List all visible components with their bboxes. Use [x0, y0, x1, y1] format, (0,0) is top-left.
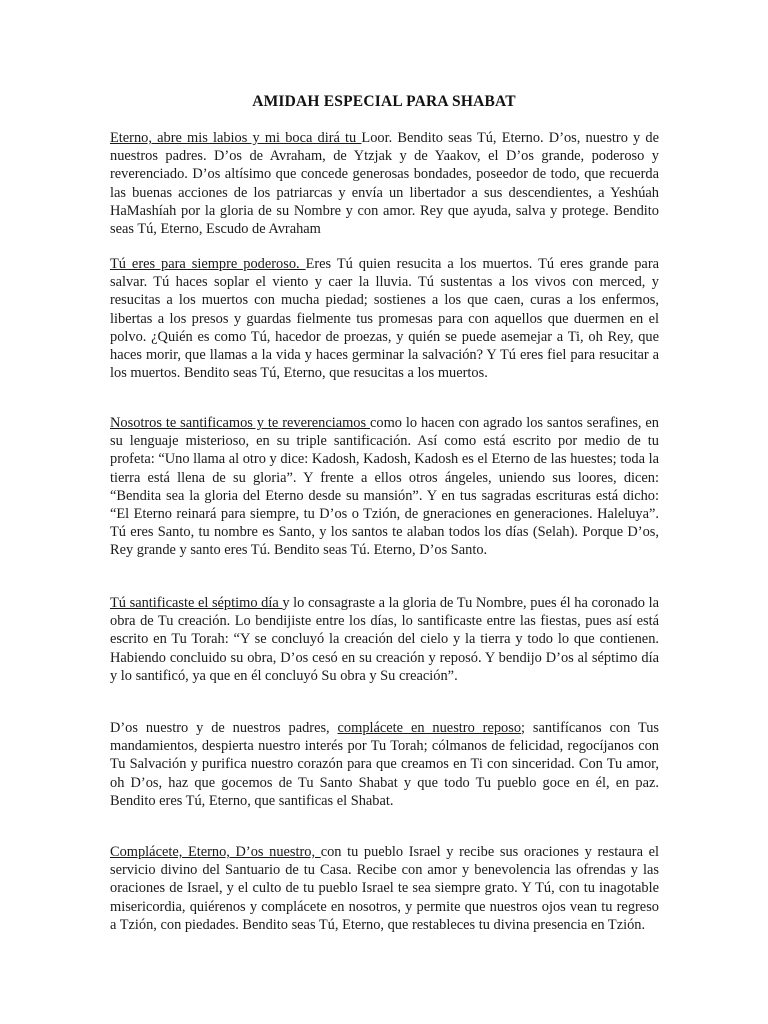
paragraph-1-lead: Eterno, abre mis labios y mi boca dirá tu: [110, 130, 362, 146]
paragraph-2-body: Eres Tú quien resucita a los muertos. Tú eres grande para salvar. Tú haces soplar el viento y caer la lluvia. Tú sustentas a los vivos con merced, y resucitas a los muertos con mucha piedad; sostienes a los que caen, curas a los enfermos, libertas a los presos y guardas fielmente tus promesas para con aquellos que duermen en el polvo. ¿Quién es como Tú, hacedor de proezas, y quién se puede asemejar a Ti, oh Rey, que haces morir, que llamas a la vida y haces germinar la salvación? Y Tú eres fiel para resucitar a los muertos. Bendito seas Tú, Eterno, que resucitas a los muertos.: [110, 256, 659, 382]
paragraph-5-pre: D’os nuestro y de nuestros padres,: [110, 720, 338, 736]
paragraph-6: [110, 843, 659, 934]
paragraph-5: [110, 719, 659, 810]
page-title: AMIDAH ESPECIAL PARA SHABAT: [252, 93, 516, 110]
paragraph-4-body: y lo consagraste a la gloria de Tu Nombre, pues él ha coronado la obra de Tu creación. Lo bendijiste entre los días, lo santificaste entre las fiestas, pues así está escrito en Tu Torah: “Y se concluyó la creación del cielo y la tierra y todo lo que contienen. Habiendo concluido su obra, D’os cesó en su creación y reposó. Y bendijo D’os al séptimo día y lo santificó, ya que en él concluyó Su obra y Su creación”.: [110, 595, 659, 684]
paragraph-3-lead: Nosotros te santificamos y te reverenciamos: [110, 415, 371, 431]
paragraph-2: [110, 255, 659, 382]
paragraph-1: [110, 129, 659, 238]
paragraph-5-lead: complácete en nuestro reposo: [337, 720, 522, 736]
paragraph-4: [110, 594, 659, 685]
paragraph-3-body: como lo hacen con agrado los santos serafines, en su lenguaje misterioso, en su triple santificación. Así como está escrito por medio de tu profeta: “Uno llama al otro y dice: Kadosh, Kadosh, Kadosh es el Eterno de las huestes; toda la tierra está llena de su gloria”. Y frente a ellos otros ángeles, uniendo sus loores, dicen: “Bendita sea la gloria del Eterno desde su mansión”. Y en tus sagradas escrituras está dicho: “El Eterno reinará para siempre, tu D’os o Tzión, de gneraciones en generaciones. Haleluya”. Tú eres Santo, tu nombre es Santo, y los santos te alaban todos los días (Selah). Porque D’os, Rey grande y santo eres Tú. Bendito seas Tú. Eterno, D’os Santo.: [110, 415, 659, 559]
paragraph-3: [110, 414, 659, 560]
paragraph-2-lead: Tú eres para siempre poderoso.: [110, 256, 306, 272]
paragraph-4-lead: Tú santificaste el séptimo día: [110, 595, 283, 611]
paragraph-6-body: con tu pueblo Israel y recibe sus oraciones y restaura el servicio divino del Santuario de tu Casa. Recibe con amor y benevolencia las ofrendas y las oraciones de Israel, y el culto de tu pueblo Israel te sea siempre grato. Y Tú, con tu inagotable misericordia, quiérenos y complácete en nosotros, y permite que nuestros ojos vean tu regreso a Tzión, con piedades. Bendito seas Tú, Eterno, que restableces tu divina presencia en Tzión.: [110, 844, 659, 933]
paragraph-5-body: ; santifícanos con Tus mandamientos, despierta nuestro interés por Tu Torah; cólmanos de felicidad, regocíjanos con Tu Salvación y purifica nuestro corazón para que creamos en Ti con sinceridad. Con Tu amor, oh D’os, haz que gocemos de Tu Santo Shabat y que todo Tu pueblo goce en él, en paz. Bendito eres Tú, Eterno, que santificas el Shabat.: [110, 720, 660, 809]
paragraph-6-lead: Complácete, Eterno, D’os nuestro,: [110, 844, 321, 860]
paragraph-1-body: Loor. Bendito seas Tú, Eterno. D’os, nuestro y de nuestros padres. D’os de Avraham, de Ytzjak y de Yaakov, el D’os grande, poderoso y reverenciado. D’os altísimo que concede generosas bondades, poseedor de todo, que recuerda las buenas acciones de los patriarcas y envía un libertador a sus descendientes, a Yeshúah HaMashíah por la gloria de su Nombre y con amor. Rey que ayuda, salva y protege. Bendito seas Tú, Eterno, Escudo de Avraham: [110, 130, 659, 238]
